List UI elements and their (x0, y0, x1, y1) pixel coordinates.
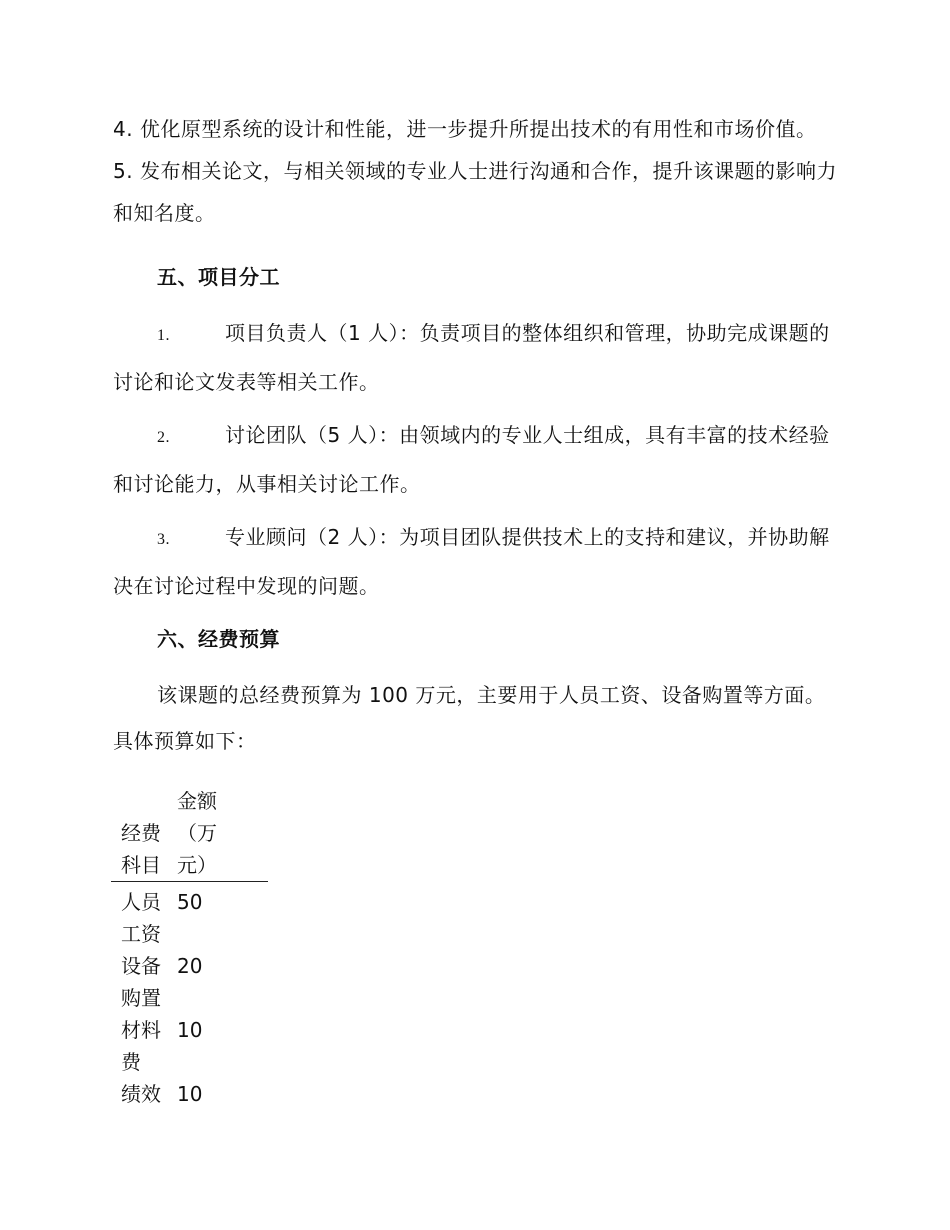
section-heading-project-division: 五、项目分工 (157, 265, 280, 289)
list-item-number: 2. (157, 429, 170, 446)
budget-intro-paragraph: 该课题的总经费预算为 100 万元，主要用于人员工资、设备购置等方面。具体预算如下： (113, 683, 826, 753)
list-item-number: 3. (157, 531, 170, 548)
table-row (111, 882, 268, 951)
list-item-number: 1. (157, 327, 170, 344)
table-row (111, 950, 268, 1014)
table-cell-amount: 50 (177, 890, 203, 914)
table-cell-category: 绩效 (121, 1082, 161, 1106)
section-heading-budget: 六、经费预算 (157, 627, 280, 651)
table-cell-category: 设备购置 (121, 954, 161, 1010)
table-cell-category: 人员工资 (121, 890, 161, 946)
list-item-text: 项目负责人（1 人）：负责项目的整体组织和管理，协助完成课题的讨论和论文发表等相关工作。 (113, 321, 830, 394)
goals-paragraph: 4. 优化原型系统的设计和性能，进一步提升所提出技术的有用性和市场价值。 5. 发布相关论文，与相关领域的专业人士进行沟通和合作，提升该课题的影响力和知名度。 (113, 117, 837, 225)
list-item (113, 310, 843, 405)
list-item (113, 514, 843, 609)
list-item (113, 412, 843, 507)
table-cell-amount: 10 (177, 1018, 203, 1042)
table-cell-amount: 10 (177, 1082, 203, 1106)
table-cell-category: 材料费 (121, 1018, 161, 1074)
budget-table (111, 785, 268, 1110)
table-row (111, 1014, 268, 1078)
table-row (111, 1078, 268, 1110)
table-header-category: 经费科目 (121, 821, 161, 877)
list-item-text: 讨论团队（5 人）：由领域内的专业人士组成，具有丰富的技术经验和讨论能力，从事相关讨论工作。 (113, 423, 830, 496)
table-header-row (111, 785, 268, 882)
table-header-amount: 金额（万元） (177, 789, 217, 877)
list-item-text: 专业顾问（2 人）：为项目团队提供技术上的支持和建议，并协助解决在讨论过程中发现的问题。 (113, 525, 830, 598)
table-cell-amount: 20 (177, 954, 203, 978)
